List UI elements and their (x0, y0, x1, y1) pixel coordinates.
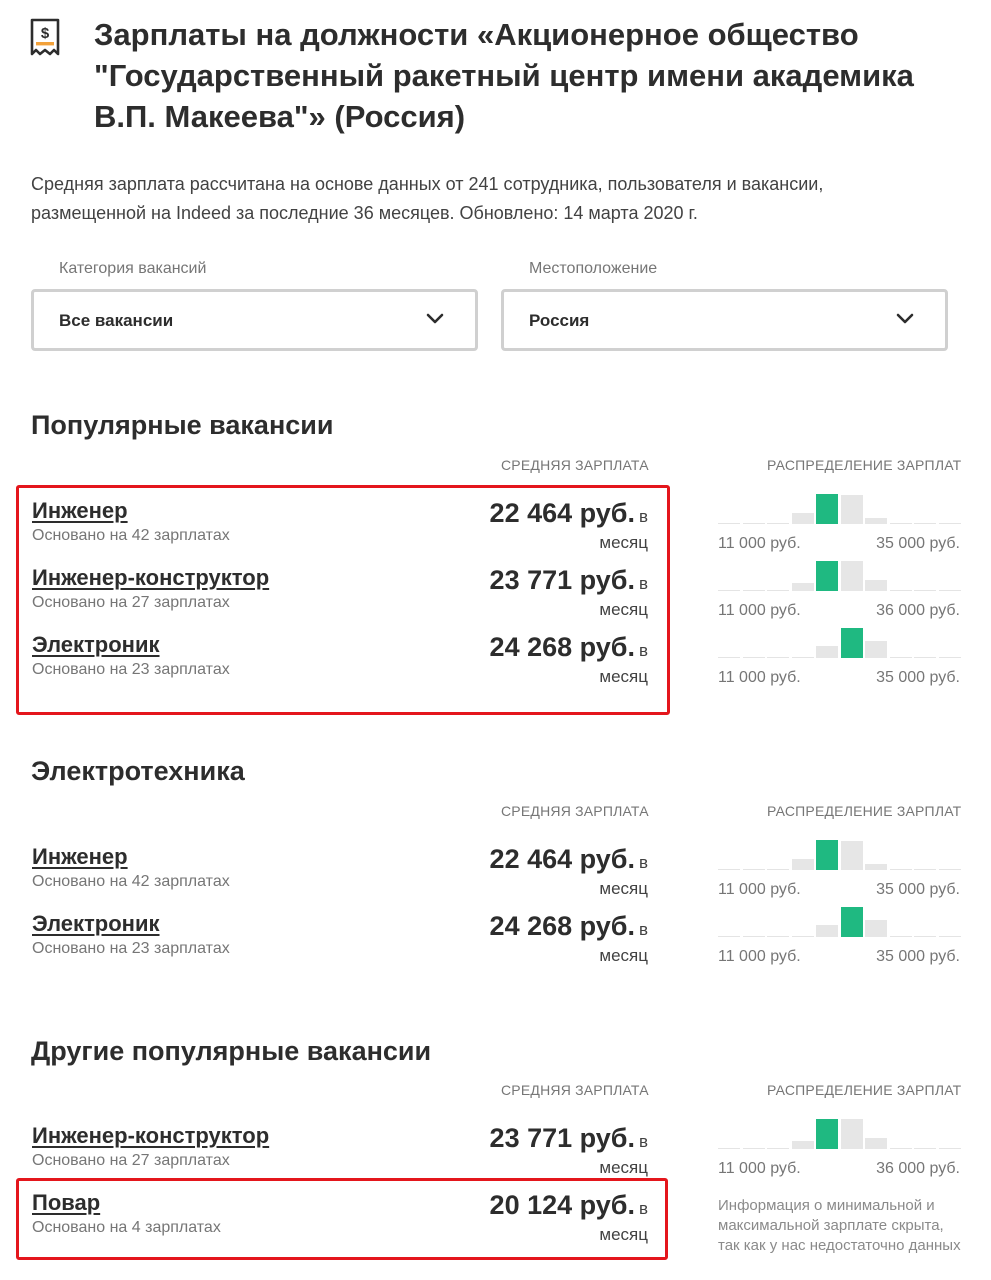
average-salary (408, 1123, 648, 1154)
distribution-min: 11 000 руб. (718, 535, 801, 552)
job-title-link[interactable]: Электроник (32, 911, 160, 936)
column-header-avg-salary: СРЕДНЯЯ ЗАРПЛАТА (501, 457, 649, 473)
distribution-bar (865, 641, 887, 658)
distribution-max: 35 000 руб. (876, 669, 960, 686)
job-title-link[interactable]: Повар (32, 1190, 101, 1215)
distribution-bars (718, 1117, 962, 1149)
salary-period: месяц (599, 600, 648, 619)
salary-unit: в (638, 507, 648, 526)
distribution-baseline-segment (767, 1148, 789, 1149)
distribution-bar (865, 518, 887, 524)
distribution-baseline-segment (939, 523, 961, 524)
salary-unit: в (638, 853, 648, 872)
distribution-baseline-segment (743, 869, 765, 870)
distribution-bar (865, 580, 887, 591)
distribution-bar (841, 907, 863, 937)
section-title-popular: Популярные вакансии (31, 410, 334, 440)
distribution-baseline-segment (939, 590, 961, 591)
distribution-bars (718, 626, 962, 658)
distribution-baseline-segment (914, 657, 936, 658)
distribution-min: 11 000 руб. (718, 669, 801, 686)
chevron-down-icon (425, 312, 445, 326)
distribution-baseline-segment (743, 1148, 765, 1149)
column-header-distribution: РАСПРЕДЕЛЕНИЕ ЗАРПЛАТ (767, 803, 962, 819)
location-select-value: Россия (529, 311, 590, 330)
distribution-baseline-segment (718, 936, 740, 937)
location-select[interactable] (501, 289, 948, 351)
salary-distribution (718, 626, 962, 686)
distribution-baseline-segment (792, 657, 814, 658)
distribution-baseline-segment (890, 1148, 912, 1149)
distribution-bar (816, 646, 838, 658)
salary-period: месяц (599, 533, 648, 552)
distribution-bar (816, 1119, 838, 1149)
distribution-max: 36 000 руб. (876, 602, 960, 619)
salary-period: месяц (599, 1158, 648, 1177)
job-title-link[interactable]: Инженер (32, 498, 128, 523)
salary-unit: в (638, 574, 648, 593)
distribution-min: 11 000 руб. (718, 602, 801, 619)
distribution-bars (718, 905, 962, 937)
distribution-bar (865, 864, 887, 870)
salary-amount: 23 771 руб. (489, 565, 635, 595)
salary-amount: 24 268 руб. (489, 632, 635, 662)
column-header-distribution: РАСПРЕДЕЛЕНИЕ ЗАРПЛАТ (767, 457, 962, 473)
job-title-link[interactable]: Инженер-конструктор (32, 565, 270, 590)
distribution-min: 11 000 руб. (718, 881, 801, 898)
distribution-baseline-segment (914, 869, 936, 870)
job-title-link[interactable]: Инженер-конструктор (32, 1123, 270, 1148)
salary-unit: в (638, 1132, 648, 1151)
location-filter (501, 258, 948, 351)
page-title: Зарплаты на должности «Акционерное общество "Государственный ракетный центр имени академика В.П. Макеева"» (Россия) (94, 17, 914, 134)
section-title-electrical: Электротехника (31, 756, 245, 786)
distribution-bar (792, 859, 814, 870)
distribution-min: 11 000 руб. (718, 948, 801, 965)
salary-basis: Основано на 42 зарплатах (32, 527, 230, 544)
distribution-bars (718, 492, 962, 524)
salary-amount: 24 268 руб. (489, 911, 635, 941)
column-header-distribution: РАСПРЕДЕЛЕНИЕ ЗАРПЛАТ (767, 1082, 962, 1098)
category-select-value: Все вакансии (59, 311, 174, 330)
distribution-bar (865, 920, 887, 937)
salary-unit: в (638, 1199, 648, 1218)
distribution-bar (841, 561, 863, 591)
distribution-baseline-segment (718, 657, 740, 658)
highlight-box (16, 1178, 668, 1260)
distribution-baseline-segment (890, 523, 912, 524)
section-title-other: Другие популярные вакансии (31, 1036, 432, 1066)
distribution-baseline-segment (767, 590, 789, 591)
distribution-baseline-segment (767, 936, 789, 937)
category-filter (31, 258, 478, 351)
distribution-bar (792, 1141, 814, 1149)
hidden-data-note: Информация о минимальной и максимальной зарплате скрыта, так как у нас недостаточно данных (718, 1197, 961, 1254)
distribution-bar (841, 1119, 863, 1149)
salary-basis: Основано на 27 зарплатах (32, 594, 230, 611)
distribution-baseline-segment (914, 1148, 936, 1149)
salary-basis: Основано на 23 зарплатах (32, 661, 230, 678)
distribution-bar (816, 840, 838, 870)
salary-basis: Основано на 23 зарплатах (32, 940, 230, 957)
distribution-max: 35 000 руб. (876, 881, 960, 898)
distribution-baseline-segment (718, 523, 740, 524)
category-select[interactable] (31, 289, 478, 351)
average-salary (408, 844, 648, 875)
job-row (32, 911, 962, 978)
distribution-baseline-segment (890, 657, 912, 658)
salary-period: месяц (599, 667, 648, 686)
distribution-baseline-segment (914, 936, 936, 937)
distribution-baseline-segment (743, 523, 765, 524)
average-salary (408, 911, 648, 942)
salary-amount: 22 464 руб. (489, 498, 635, 528)
column-header-avg-salary: СРЕДНЯЯ ЗАРПЛАТА (501, 803, 649, 819)
distribution-baseline-segment (890, 936, 912, 937)
category-filter-label: Категория вакансий (59, 260, 207, 277)
location-filter-label: Местоположение (529, 260, 658, 277)
svg-text:$: $ (40, 25, 50, 42)
distribution-bar (816, 925, 838, 937)
distribution-max: 35 000 руб. (876, 948, 960, 965)
salary-unit: в (638, 641, 648, 660)
distribution-baseline-segment (743, 590, 765, 591)
distribution-bar (841, 841, 863, 870)
distribution-bars (718, 559, 962, 591)
salary-amount: 22 464 руб. (489, 844, 635, 874)
highlight-box (16, 485, 670, 715)
distribution-bar (841, 628, 863, 658)
salary-period: месяц (599, 879, 648, 898)
distribution-bar (792, 583, 814, 591)
salary-basis: Основано на 42 зарплатах (32, 873, 230, 890)
salary-period: месяц (599, 1225, 648, 1244)
salary-period: месяц (599, 946, 648, 965)
distribution-bar (865, 1138, 887, 1149)
salary-distribution (718, 838, 962, 898)
distribution-baseline-segment (718, 869, 740, 870)
salary-distribution (718, 559, 962, 619)
distribution-baseline-segment (743, 936, 765, 937)
chevron-down-icon (895, 312, 915, 326)
distribution-max: 36 000 руб. (876, 1160, 960, 1177)
distribution-baseline-segment (914, 523, 936, 524)
salary-amount: 23 771 руб. (489, 1123, 635, 1153)
salary-distribution (718, 1117, 962, 1177)
salary-basis: Основано на 27 зарплатах (32, 1152, 230, 1169)
job-row (32, 844, 962, 911)
distribution-bar (841, 495, 863, 524)
distribution-baseline-segment (718, 590, 740, 591)
distribution-baseline-segment (939, 1148, 961, 1149)
distribution-bar (816, 494, 838, 524)
distribution-baseline-segment (767, 657, 789, 658)
distribution-bar (792, 513, 814, 524)
salary-amount: 20 124 руб. (489, 1190, 635, 1220)
distribution-baseline-segment (890, 869, 912, 870)
distribution-baseline-segment (939, 657, 961, 658)
salary-unit: в (638, 920, 648, 939)
salary-distribution (718, 905, 962, 965)
distribution-baseline-segment (939, 936, 961, 937)
distribution-baseline-segment (939, 869, 961, 870)
salary-distribution (718, 492, 962, 552)
distribution-baseline-segment (743, 657, 765, 658)
column-header-avg-salary: СРЕДНЯЯ ЗАРПЛАТА (501, 1082, 649, 1098)
distribution-bar (816, 561, 838, 591)
job-title-link[interactable]: Электроник (32, 632, 160, 657)
distribution-baseline-segment (718, 1148, 740, 1149)
salary-basis: Основано на 4 зарплатах (32, 1219, 221, 1236)
distribution-max: 35 000 руб. (876, 535, 960, 552)
salary-receipt-icon (30, 18, 60, 58)
job-title-link[interactable]: Инженер (32, 844, 128, 869)
distribution-baseline-segment (914, 590, 936, 591)
distribution-baseline-segment (767, 523, 789, 524)
salary-summary: Средняя зарплата рассчитана на основе данных от 241 сотрудника, пользователя и вакансии, размещенной на Indeed за последние 36 месяцев. Обновлено: 14 марта 2020 г. (31, 174, 824, 223)
distribution-baseline-segment (792, 936, 814, 937)
distribution-bars (718, 838, 962, 870)
distribution-baseline-segment (767, 869, 789, 870)
distribution-baseline-segment (890, 590, 912, 591)
distribution-min: 11 000 руб. (718, 1160, 801, 1177)
